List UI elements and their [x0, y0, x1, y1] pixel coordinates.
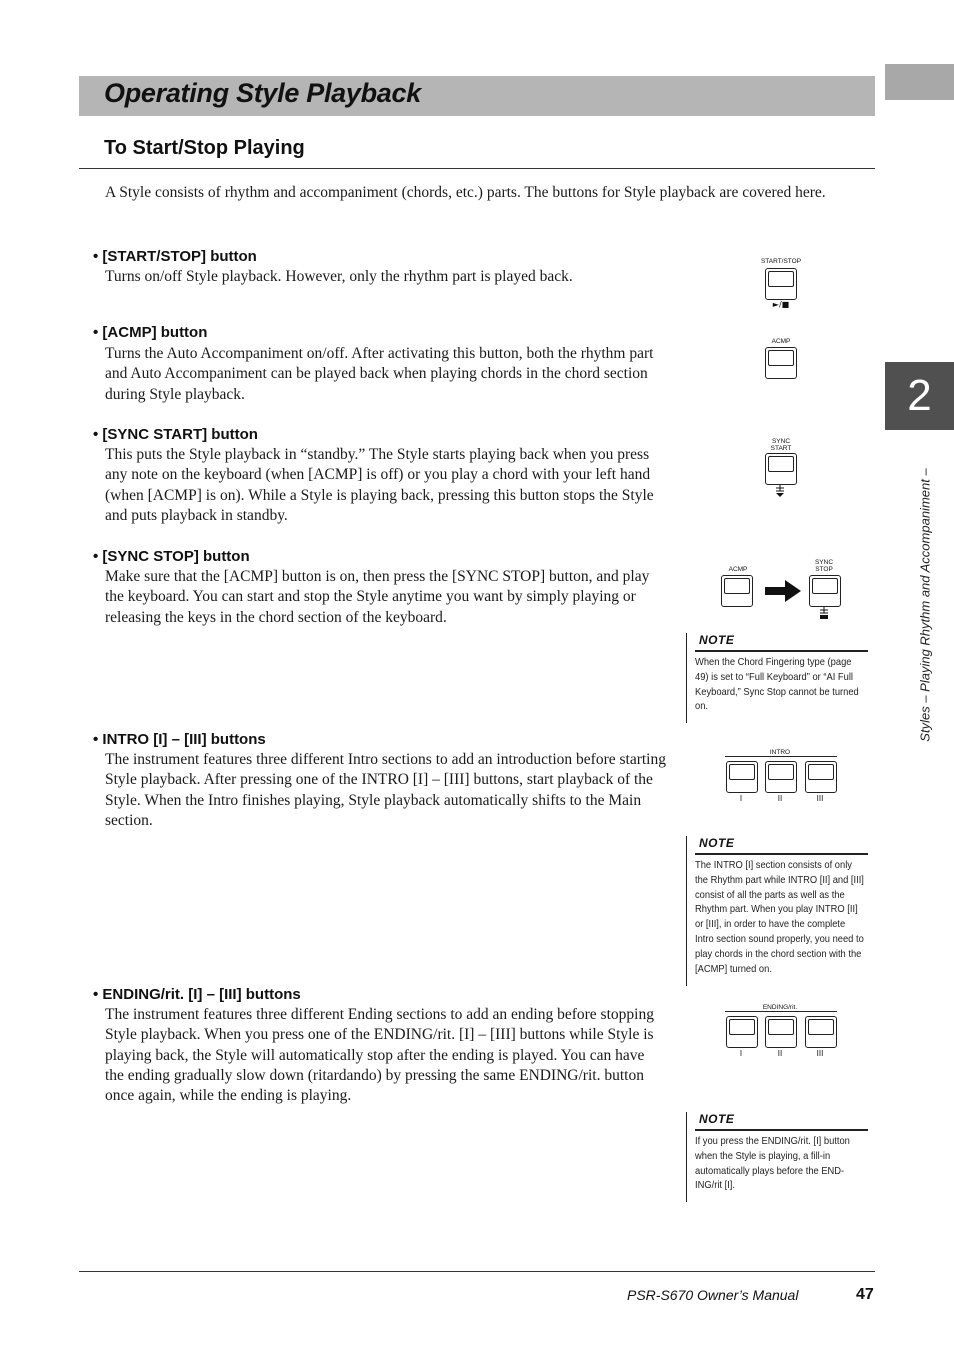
- note-label: NOTE: [699, 836, 735, 850]
- ending-1-numeral: I: [739, 1049, 743, 1058]
- intro-1-numeral: I: [739, 794, 743, 803]
- note-text: If you press the ENDING/rit. [I] button when the Style is playing, a fill-in automatically plays before the END-ING/rit [I].: [695, 1136, 850, 1192]
- start-stop-heading: • [START/STOP] button: [93, 248, 257, 265]
- note-text: When the Chord Fingering type (page 49) is set to “Full Keyboard” or “AI Full Keyboard,” Sync Stop cannot be turned on.: [695, 657, 859, 713]
- ending-3-numeral: III: [816, 1049, 824, 1058]
- intro-2-button-illustration: [765, 761, 797, 793]
- sync-arrow-icon: [774, 485, 786, 497]
- intro-2-numeral: II: [777, 794, 783, 803]
- acmp-heading: • [ACMP] button: [93, 324, 208, 341]
- intro-3-button-illustration: [805, 761, 837, 793]
- intro-paragraph: A Style consists of rhythm and accompaniment (chords, etc.) parts. The buttons for Style playback are covered here.: [105, 184, 826, 201]
- page-number: 47: [856, 1286, 874, 1303]
- sync-start-button-illustration: [765, 453, 797, 485]
- section-heading: To Start/Stop Playing: [104, 137, 305, 159]
- sync-stop-button-illustration: [809, 575, 841, 607]
- intro-3-numeral: III: [816, 794, 824, 803]
- start-stop-description: Turns on/off Style playback. However, only the rhythm part is played back.: [105, 268, 573, 285]
- ending-1-button-illustration: [726, 1016, 758, 1048]
- sync-stop-acmp-panel-label: ACMP: [728, 566, 748, 573]
- page-title: Operating Style Playback: [104, 78, 421, 108]
- acmp-panel-label: ACMP: [771, 338, 791, 345]
- intro-panel-label: INTRO: [769, 749, 791, 756]
- note-rule: [695, 853, 868, 855]
- sync-stop-description: Make sure that the [ACMP] button is on, then press the [SYNC STOP] button, and play the keyboard. You can start and stop the Style anytime you want by simply playing or releasing the keys in the chord section of the keyboard.: [105, 568, 650, 626]
- intro-buttons-heading: • INTRO [I] – [III] buttons: [93, 731, 266, 748]
- chapter-title-vertical: [918, 447, 932, 763]
- ending-buttons-heading: • ENDING/rit. [I] – [III] buttons: [93, 986, 301, 1003]
- note-sync-stop: [686, 633, 877, 723]
- intro-1-button-illustration: [726, 761, 758, 793]
- note-ending: [686, 1112, 877, 1202]
- ending-2-numeral: II: [777, 1049, 783, 1058]
- play-stop-icon: ►/■: [772, 300, 790, 309]
- note-intro: [686, 836, 877, 986]
- ending-panel-label: ENDING/rit.: [762, 1004, 798, 1011]
- corner-tab: [885, 64, 954, 100]
- sync-stop-panel-label-line2: STOP: [815, 566, 833, 573]
- sync-start-panel-label-line1: SYNC: [771, 438, 791, 445]
- intro-buttons-description: The instrument features three different Intro sections to add an introduction before starting Style playback. After pressing one of the INTRO [I] – [III] buttons, start playback of the Style. When the Intro finishes playing, Style playback automatically shifts to the Main section.: [105, 751, 666, 829]
- note-label: NOTE: [699, 1112, 735, 1126]
- sync-start-panel-label-line2: START: [770, 445, 792, 452]
- start-stop-panel-label: START/STOP: [760, 258, 802, 265]
- acmp-button-illustration: [765, 347, 797, 379]
- start-stop-button-illustration: [765, 268, 797, 300]
- note-rule: [695, 1129, 868, 1131]
- note-rule: [695, 650, 868, 652]
- footer-divider: [79, 1271, 875, 1272]
- note-label: NOTE: [699, 633, 735, 647]
- section-divider: [79, 168, 875, 169]
- note-text: The INTRO [I] section consists of only the Rhythm part while INTRO [II] and [III] consist of all the parts as well as the Rhythm part. When you play INTRO [II] or [III], in order to have the complete Intro section sound properly, you need to play chords in the chord section with the [ACMP] turned on.: [695, 860, 864, 975]
- ending-group-line: [725, 1011, 837, 1012]
- sync-stop-acmp-button-illustration: [721, 575, 753, 607]
- sync-start-description: This puts the Style playback in “standby.” The Style starts playing back when you press any note on the keyboard (when [ACMP] is off) or you play a chord with your left hand (when [ACMP] is on). While a Style is playing back, pressing this button stops the Style and puts playback in standby.: [105, 446, 654, 524]
- ending-buttons-description: The instrument features three different Ending sections to add an ending before stopping Style playback. When you press one of the ENDING/rit. [I] – [III] buttons while Style is playing back, the Style will automatically stop after the ending is played. You can have the ending gradually slow down (ritardando) by pressing the same ENDING/rit. button once again, while the ending is playing.: [105, 1006, 654, 1105]
- chapter-title: Styles – Playing Rhythm and Accompaniment –: [917, 468, 933, 742]
- intro-group-line: [725, 756, 837, 757]
- acmp-description: Turns the Auto Accompaniment on/off. After activating this button, both the rhythm part and Auto Accompaniment can be played back when playing chords in the chord section during Style playback.: [105, 345, 654, 403]
- sync-start-heading: • [SYNC START] button: [93, 426, 258, 443]
- ending-2-button-illustration: [765, 1016, 797, 1048]
- ending-3-button-illustration: [805, 1016, 837, 1048]
- chapter-number: 2: [907, 371, 932, 420]
- sync-stop-arrow-icon: [818, 607, 830, 619]
- arrow-right-icon: [765, 580, 801, 602]
- footer-manual-title: PSR-S670 Owner’s Manual: [627, 1287, 799, 1303]
- sync-stop-heading: • [SYNC STOP] button: [93, 548, 250, 565]
- sync-stop-panel-label-line1: SYNC: [814, 559, 834, 566]
